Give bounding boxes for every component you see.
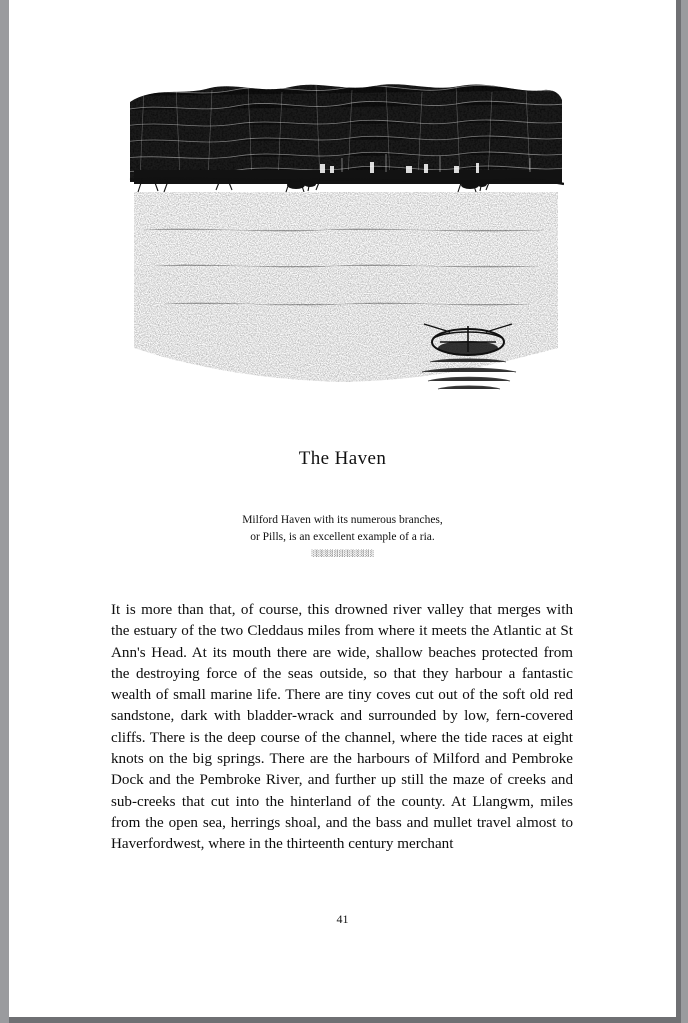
epigraph-line-2: or Pills, is an excellent example of a ria. bbox=[250, 530, 435, 543]
page-number: 41 bbox=[336, 912, 349, 926]
body-paragraph: It is more than that, of course, this drowned river valley that merges with the estuary of the two Cleddaus miles from where it meets the Atlantic at St Ann's Head. At its mouth there are wide, shallow beaches protected from the destroying force of the seas outside, so that they harbour a fantastic wealth of small marine life. There are tiny coves cut out of the soft old red sandstone, dark with bladder-wrack and surrounded by low, fern-covered cliffs. There is the deep course of the channel, where the tide races at eight knots on the big springs. There are the harbours of Milford and Pembroke Dock and the Pembroke River, and further up still the maze of creeks and sub-creeks that cut into the hinterland of the county. At Llangwm, miles from the open sea, herrings shoal, and the bass and mullet travel almost to Haverfordwest, where in the thirteenth century merchant bbox=[111, 602, 573, 853]
ornament-glyphs: ░░░░░░░░░░░░ bbox=[311, 549, 374, 558]
chapter-title: The Haven bbox=[298, 448, 387, 469]
epigraph bbox=[9, 512, 676, 545]
ornament-divider bbox=[9, 548, 676, 558]
epigraph-line-1: Milford Haven with its numerous branches, bbox=[242, 514, 443, 526]
estuary-illustration bbox=[124, 80, 564, 420]
book-page bbox=[9, 0, 676, 1017]
